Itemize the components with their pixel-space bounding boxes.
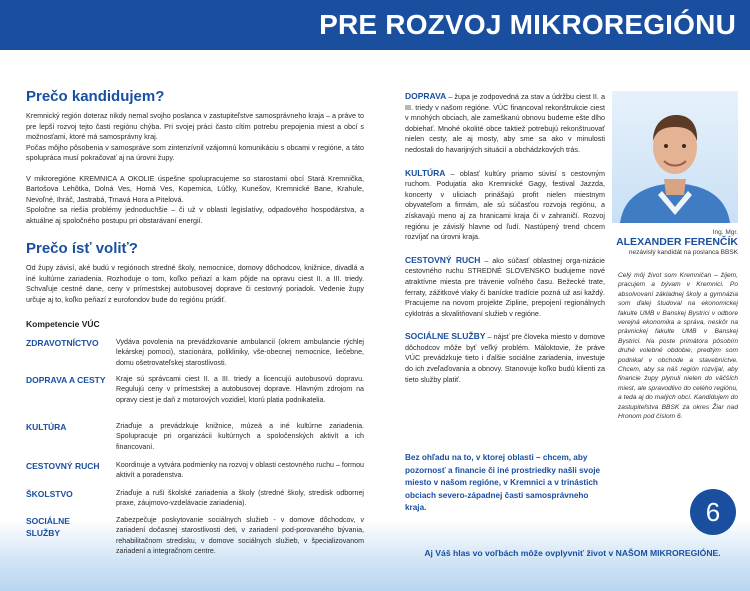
candidate-number-badge: 6 (690, 489, 736, 535)
competence-label: ŠKOLSTVO (26, 489, 73, 499)
paragraph-why-1: Kremnický región doteraz nikdy nemal svojho poslanca v zastupiteľstve samosprávneho kraja – a práve to pre lepší rozvoj tejto časti regiónu chýba. Pri svojej práci často cítim potrebu prepojenia miest a obcí s možnosťami, ktoré má samosprávny kraj. (26, 111, 364, 141)
topic-text: – župa je zodpovedná za stav a údržbu ciest II. a III. triedy v našom regióne. VÚC financoval rekonštrukcie ciest v mnohých obciach, ale zameškanú obnovu budeme ešte dlho dobiehať. Mnohé okolité obce taktiež potrebujú rekonštruovať nielen cesty, ale aj mosty, aby sme sa ako v minulosti nedostali do havarijných situácií a obchádzkových trás. (405, 92, 605, 154)
paragraph-vote: Od župy závisí, aké budú v regiónoch stredné školy, nemocnice, domovy dôchodcov, knižnice, divadlá a iné kultúrne zariadenia. Rozhoduje o tom, koľko peňazí a kam pôjde na opravu ciest II. a III. triedy. Schvaľuje cestné dane, ceny v prímestskej autobusovej doprave či cestovný poriadok. Vedenie župy určuje aj to, koľko peňazí z eurofondov bude do regiónu prúdiť. (26, 263, 364, 304)
topic-title: KULTÚRA (405, 167, 446, 178)
topic-title: CESTOVNÝ RUCH (405, 254, 481, 265)
topic-text: – ako súčasť oblastnej orga-nizácie cestovného ruchu STREDNÉ SLOVENSKO budujeme nové atraktívne miesta pre trávenie voľného času. Bežecké trate, ferraty, zážitkové vlaky či banícke tradície pozná už asi každý. Pracujeme na novom projekte Zipline, prepojení regionálnych cyklotrás a skvalitňovaní služieb v regióne. (405, 255, 605, 318)
candidate-photo (612, 91, 738, 223)
competence-label: ZDRAVOTNÍCTVO (26, 338, 99, 348)
candidate-title: Ing. Mgr. (712, 229, 738, 236)
paragraph-why-4: Spoločne sa riešia problémy jednoduchšie – či už v oblasti legislatívy, odpadového hospodárstva, a aktuálne aj spoločného postupu pri obstarávaní energií. (26, 205, 364, 225)
competence-label: KULTÚRA (26, 422, 67, 432)
competence-text: Kraje sú správcami ciest II. a III. triedy a licencujú autobusovú dopravu. Regulujú ceny v prímestskej a autobusovej doprave. Hlavným zdrojom na opravy ciest je daň z motorových vozidiel, ktorú platia podnikatelia. (116, 375, 364, 404)
candidate-info (612, 229, 738, 256)
middle-column (405, 91, 605, 397)
candidate-role: nezávislý kandidát na poslanca BBSK (628, 249, 738, 256)
topic-social (405, 331, 605, 385)
topic-culture (405, 168, 605, 243)
left-column (26, 88, 364, 305)
heading-why-candidate: Prečo kandidujem? (26, 88, 165, 105)
competences-title: Kompetencie VÚC (26, 319, 100, 329)
competence-text: Vydáva povolenia na prevádzkovanie ambulancií (okrem ambulancie rýchlej lekárskej pomoci), stacionára, polikliniky, vše-obecnej nemocnice, liečebne, domu ošetrovateľskej starostlivosti. (116, 338, 364, 367)
page-title: PRE ROZVOJ MIKROREGIÓNU (319, 9, 736, 40)
topic-transport (405, 91, 605, 156)
topic-text: – oblasť kultúry priamo súvisí s cestovným ruchom. Podujatia ako Kremnické Gagy, festival Jazzda, koncerty v uliciach prinášajú profit nielen miestnym obyvateľom a firmám, ale sú súčasťou rozvoja regiónu, a získavajú meno aj za hranicami kraja či v zahraničí. Rozvoj regiónu je závislý hlavne od ľudí. Nastúpený trend chcem rozvíjať na úrovni kraja. (405, 168, 605, 242)
competence-text: Zriaďuje a prevádzkuje knižnice, múzeá a iné kultúrne zariadenia. Spolupracuje pri organizácii kultúrnych a spoločenských aktivít a ich financovaní. (116, 422, 364, 451)
competence-label: DOPRAVA A CESTY (26, 375, 106, 385)
topic-title: SOCIÁLNE SLUŽBY (405, 331, 486, 342)
competence-text: Koordinuje a vytvára podmienky na rozvoj v oblasti cestovného ruchu – formou aktivít a poradenstva. (116, 461, 364, 480)
competence-label: CESTOVNÝ RUCH (26, 461, 100, 471)
topic-tourism (405, 255, 605, 320)
topic-title: DOPRAVA (405, 91, 447, 101)
candidate-portrait-icon (612, 91, 738, 223)
candidate-bio: Celý môj život som Kremničan – žijem, pracujem a bývam v Kremnici. Po absolvovaní základnej školy a gymnázia som ďalej študoval na ekonomickej fakulte UMB v Banskej Bystrici v odbore verejná ekonomika a správa, neskôr na právnickej fakulte UMB v Banskej Bystrici. Na poste primátora pôsobím druhé volebné obdobie, predtým som podnikal v obchode a stavebníctve. Chcem, aby sa náš región rozvíjal, aby financie župy plynuli nielen do väčších miest, ale spravodlivo do celého regiónu, a teda aj do malých obcí. Kandidujem do zastupiteľstva BBSK za okres Žiar nad Hronom pod číslom 6. (618, 272, 738, 421)
paragraph-why-3: V mikroregióne KREMNICA A OKOLIE úspešne spolupracujeme so starostami obcí Stará Kremnička, Bartošova Lehôtka, Dolná Ves, Horná Ves, Kopernica, Lúčky, Kunešov, Kremnické Bane, Krahule, Nevoľné, Ihráč, Jastrabá, Trnavá Hora a Pitelová. (26, 173, 364, 204)
paragraph-why-2: Počas môjho pôsobenia v samospráve som zintenzívnil vzájomnú komunikáciu s obcami v regióne, a táto spolupráca musí pokračovať aj na úrovni župy. (26, 142, 364, 162)
footer-slogan: Aj Váš hlas vo voľbách môže ovplyvniť život v NAŠOM MIKROREGIÓNE. (424, 548, 721, 558)
competence-text: Zriaďuje a ruší školské zariadenia a školy (stredné školy, stredisk odbornej praxe, záujmovo-vzdelávacie zariadenia). (116, 489, 364, 508)
closing-statement: Bez ohľadu na to, v ktorej oblasti – chcem, aby pozornosť a financie či iné prostriedky našli svoje miesto v našom regióne, v Kremnici a v trinástich obciach severo-západnej časti samosprávneho kraja. (405, 453, 601, 512)
competence-text: Zabezpečuje poskytovanie sociálnych služieb - v domove dôchodcov, v zariadení dočasnej starostlivosti deti, v zariadení pod-porovaného bývania, rehabilitačnom stredisku, v domove sociálnych služieb, v špecializovanom zariadení a integračnom centre. (116, 516, 364, 555)
competence-label: SOCIÁLNE SLUŽBY (26, 516, 70, 538)
header-banner (0, 0, 750, 50)
heading-why-vote: Prečo ísť voliť? (26, 240, 138, 257)
candidate-name: ALEXANDER FERENČÍK (616, 236, 738, 248)
topic-text: – nájsť pre človeka miesto v domove dôchodcov môže byť veľký problém. Máloktovie, že práve VÚC prevádzkuje tieto i ďalšie sociálne zariadenia, investuje do ich zveľaďovania a obnovy. Stanovuje koľko budú klienti za tieto služby platiť. (405, 332, 606, 384)
